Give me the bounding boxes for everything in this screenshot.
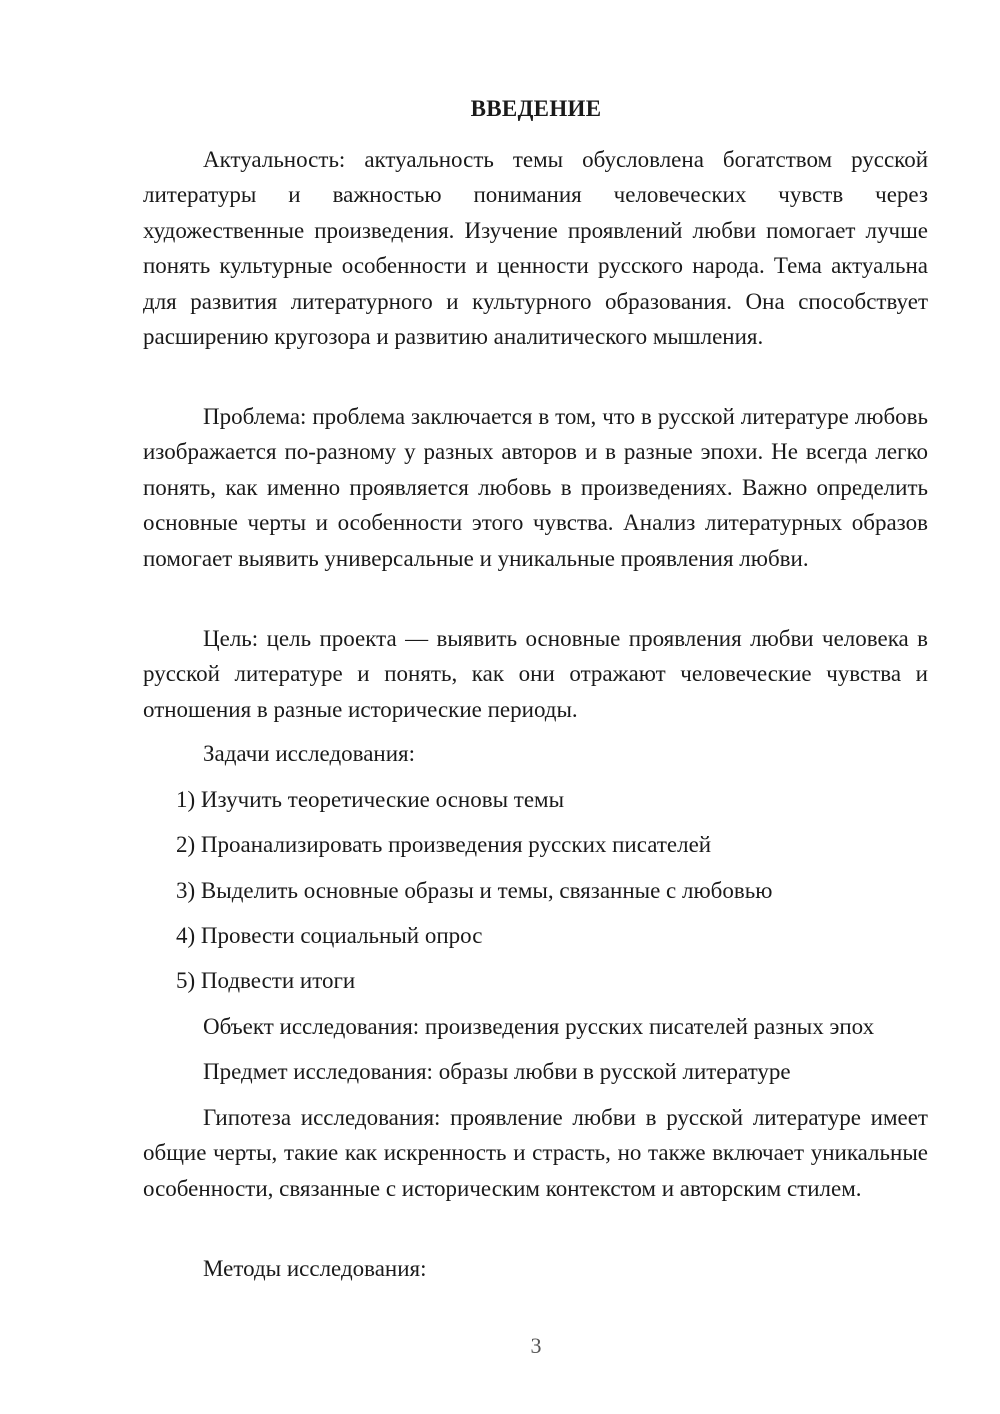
problem-paragraph: Проблема: проблема заключается в том, что в русской литературе любовь изображается по-разному у разных авторов и в разные эпохи. Не всегда легко понять, как именно проявляется любовь в произведениях. Важно определить основные черты и особенности этого чувства. Анализ литературных образов помогает выявить универсальные и уникальные проявления любви. (143, 404, 928, 571)
tasks-heading: Задачи исследования: (203, 741, 416, 766)
page-title: ВВЕДЕНИЕ (470, 96, 602, 121)
methods-heading: Методы исследования: (203, 1256, 427, 1281)
hypothesis-paragraph: Гипотеза исследования: проявление любви в русской литературе имеет общие черты, такие как искренность и страсть, но также включает уникальные особенности, связанные с историческим контекстом и авторским стилем. (143, 1105, 928, 1201)
task-item-5: 5) Подвести итоги (176, 968, 356, 993)
task-item-3: 3) Выделить основные образы и темы, связанные с любовью (176, 878, 773, 903)
relevance-paragraph: Актуальность: актуальность темы обусловлена богатством русской литературы и важностью понимания человеческих чувств через художественные произведения. Изучение проявлений любви помогает лучше понять культурные особенности и ценности русского народа. Тема актуальна для развития литературного и культурного образования. Она способствует расширению кругозора и развитию аналитического мышления. (143, 147, 928, 350)
page-number: 3 (530, 1333, 542, 1358)
task-item-4: 4) Провести социальный опрос (176, 923, 483, 948)
task-item-2: 2) Проанализировать произведения русских писателей (176, 832, 712, 857)
task-item-1: 1) Изучить теоретические основы темы (176, 787, 565, 812)
goal-paragraph: Цель: цель проекта — выявить основные проявления любви человека в русской литературе и понять, как они отражают человеческие чувства и отношения в разные исторические периоды. (143, 626, 928, 722)
research-subject: Предмет исследования: образы любви в русской литературе (203, 1059, 791, 1084)
research-object: Объект исследования: произведения русских писателей разных эпох (203, 1014, 875, 1039)
